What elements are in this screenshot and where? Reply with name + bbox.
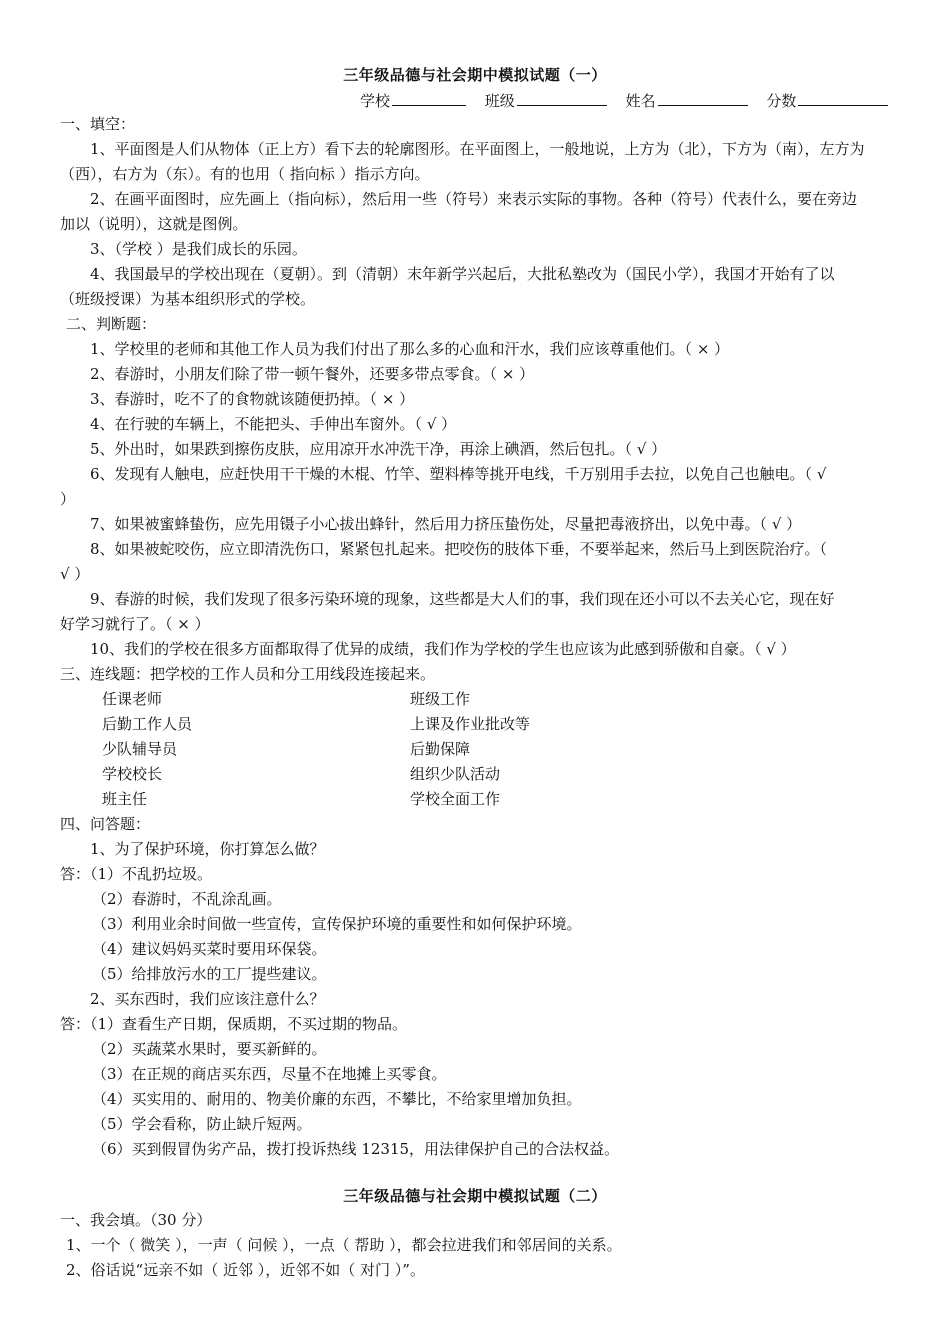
exam1-title: 三年级品德与社会期中模拟试题（一） bbox=[343, 66, 607, 84]
qa-answer-2-line: （2）买蔬菜水果时，要买新鲜的。 bbox=[92, 1040, 327, 1058]
match-right-item[interactable]: 班级工作 bbox=[410, 690, 471, 708]
fill-q4-line1: 4、我国最早的学校出现在（夏朝）。到（清朝）末年新学兴起后，大批私塾改为（国民小学），我国才开始有了以 bbox=[90, 265, 835, 283]
judge-q8-line2: √ ） bbox=[60, 565, 90, 583]
match-right-item[interactable]: 学校全面工作 bbox=[410, 790, 501, 808]
match-row bbox=[60, 687, 896, 712]
school-blank[interactable] bbox=[392, 91, 466, 106]
fill-q2-line1: 2、在画平面图时，应先画上（指向标），然后用一些（符号）来表示实际的事物。各种（符号）代表什么，要在旁边 bbox=[90, 190, 858, 208]
qa-answer-2-line: 答：（1）查看生产日期，保质期，不买过期的物品。 bbox=[60, 1015, 408, 1033]
qa-answer-2-line: （5）学会看称，防止缺斤短两。 bbox=[92, 1115, 312, 1133]
score-label: 分数 bbox=[766, 92, 797, 110]
fill-q1-line2: （西），右方为（东）。有的也用（ 指向标 ）指示方向。 bbox=[60, 165, 430, 183]
exam2-body bbox=[60, 1208, 896, 1283]
qa-answer-1-line: （4）建议妈妈买菜时要用环保袋。 bbox=[92, 940, 327, 958]
match-left-item[interactable]: 后勤工作人员 bbox=[102, 715, 193, 733]
section-1-heading: 一、填空： bbox=[60, 115, 136, 133]
section-2-heading: 二、判断题： bbox=[66, 315, 157, 333]
fill-q2-line2: 加以（说明），这就是图例。 bbox=[60, 215, 248, 233]
exam2-section-1-heading: 一、我会填。（30 分） bbox=[60, 1211, 212, 1229]
student-info-line bbox=[360, 90, 900, 111]
judge-q9-line1: 9、春游的时候，我们发现了很多污染环境的现象，这些都是大人们的事，我们现在还小可以不去关心它，现在好 bbox=[90, 590, 835, 608]
qa-question-1: 1、为了保护环境，你打算怎么做？ bbox=[90, 840, 325, 858]
judge-q3: 3、春游时，吃不了的食物就该随便扔掉。（ × ） bbox=[90, 390, 415, 408]
qa-answer-2-line: （3）在正规的商店买东西，尽量不在地摊上买零食。 bbox=[92, 1065, 447, 1083]
judge-q2: 2、春游时，小朋友们除了带一顿午餐外，还要多带点零食。（ × ） bbox=[90, 365, 535, 383]
judge-q9-line2: 好学习就行了。（ × ） bbox=[60, 615, 210, 633]
match-row bbox=[60, 762, 896, 787]
fill-q4-line2: （班级授课）为基本组织形式的学校。 bbox=[60, 290, 316, 308]
judge-q10: 10、我们的学校在很多方面都取得了优异的成绩，我们作为学校的学生也应该为此感到骄傲和自豪。（ √ ） bbox=[90, 640, 796, 658]
class-label: 班级 bbox=[484, 92, 515, 110]
judge-q1: 1、学校里的老师和其他工作人员为我们付出了那么多的心血和汗水，我们应该尊重他们。（ × ） bbox=[90, 340, 730, 358]
school-label: 学校 bbox=[360, 92, 391, 110]
judge-q6-line2: ） bbox=[60, 490, 76, 508]
judge-q6-line1: 6、发现有人触电，应赶快用干干燥的木棍、竹竿、塑料棒等挑开电线，千万别用手去拉，以免自己也触电。（ √ bbox=[90, 465, 827, 483]
name-label: 姓名 bbox=[625, 92, 656, 110]
match-right-item[interactable]: 组织少队活动 bbox=[410, 765, 501, 783]
qa-question-2: 2、买东西时，我们应该注意什么？ bbox=[90, 990, 325, 1008]
match-row bbox=[60, 737, 896, 762]
judge-q4: 4、在行驶的车辆上，不能把头、手伸出车窗外。（ √ ） bbox=[90, 415, 457, 433]
fill-q1-line1: 1、平面图是人们从物体（正上方）看下去的轮廓图形。在平面图上，一般地说，上方为（北），下方为（南），左方为 bbox=[90, 140, 865, 158]
exam2-title: 三年级品德与社会期中模拟试题（二） bbox=[343, 1187, 607, 1205]
exam2-fill-q1: 1、一个（ 微笑 ），一声（ 问候 ），一点（ 帮助 ），都会拉进我们和邻居间的关系。 bbox=[66, 1236, 622, 1254]
match-right-item[interactable]: 上课及作业批改等 bbox=[410, 715, 531, 733]
qa-answer-2-line: （4）买实用的、耐用的、物美价廉的东西，不攀比，不给家里增加负担。 bbox=[92, 1090, 582, 1108]
score-blank[interactable] bbox=[798, 91, 888, 106]
qa-answer-1-line: 答：（1）不乱扔垃圾。 bbox=[60, 865, 213, 883]
qa-answer-1-line: （5）给排放污水的工厂提些建议。 bbox=[92, 965, 327, 983]
qa-answer-2-line: （6）买到假冒伪劣产品，拨打投诉热线 12315，用法律保护自己的合法权益。 bbox=[92, 1140, 620, 1158]
match-left-item[interactable]: 学校校长 bbox=[102, 765, 163, 783]
fill-q3: 3、（学校 ）是我们成长的乐园。 bbox=[90, 240, 307, 258]
match-row bbox=[60, 787, 896, 812]
match-left-item[interactable]: 班主任 bbox=[102, 790, 148, 808]
match-left-item[interactable]: 少队辅导员 bbox=[102, 740, 178, 758]
match-right-item[interactable]: 后勤保障 bbox=[410, 740, 471, 758]
class-blank[interactable] bbox=[517, 91, 607, 106]
judge-q5: 5、外出时，如果跌到擦伤皮肤，应用凉开水冲洗干净，再涂上碘酒，然后包扎。（ √ ） bbox=[90, 440, 667, 458]
judge-q8-line1: 8、如果被蛇咬伤，应立即清洗伤口，紧紧包扎起来。把咬伤的肢体下垂，不要举起来，然后马上到医院治疗。（ bbox=[90, 540, 828, 558]
judge-q7: 7、如果被蜜蜂蛰伤，应先用镊子小心拔出蜂针，然后用力挤压蛰伤处，尽量把毒液挤出，以免中毒。（ √ ） bbox=[90, 515, 802, 533]
section-4-heading: 四、问答题： bbox=[60, 815, 151, 833]
exam1-body bbox=[60, 112, 896, 1162]
match-row bbox=[60, 712, 896, 737]
qa-answer-1-line: （3）利用业余时间做一些宣传，宣传保护环境的重要性和如何保护环境。 bbox=[92, 915, 582, 933]
name-blank[interactable] bbox=[658, 91, 748, 106]
section-3-heading: 三、连线题：把学校的工作人员和分工用线段连接起来。 bbox=[60, 665, 436, 683]
exam2-fill-q2: 2、俗话说“远亲不如（ 近邻 ），近邻不如（ 对门 ）”。 bbox=[66, 1261, 425, 1279]
match-left-item[interactable]: 任课老师 bbox=[102, 690, 163, 708]
qa-answer-1-line: （2）春游时，不乱涂乱画。 bbox=[92, 890, 282, 908]
